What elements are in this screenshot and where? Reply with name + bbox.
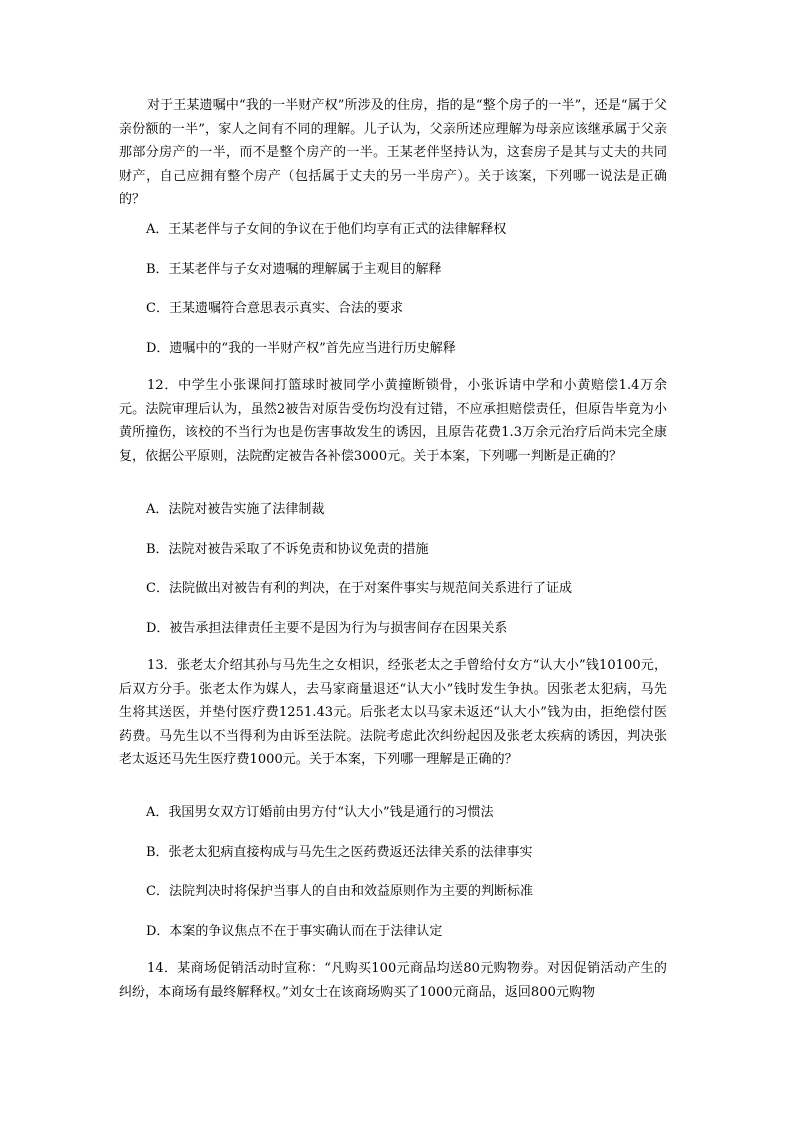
question-14-stem: 14．某商场促销活动时宣称：“凡购买100元商品均送80元购物券。对因促销活动产生的纠纷，本商场有最终解释权。”刘女士在该商场购买了1000元商品，返回800元购物 [119,961,667,1000]
question-11-option-d: D．遗嘱中的“我的一半财产权”首先应当进行历史解释 [146,341,456,356]
question-11-option-a: A．王某老伴与子女间的争议在于他们均享有正式的法律解释权 [146,222,507,237]
question-13-option-b: B．张老太犯病直接构成与马先生之医药费返还法律关系的法律事实 [146,845,533,860]
question-11-stem: 对于王某遗嘱中“我的一半财产权”所涉及的住房，指的是“整个房子的一半”，还是“属于父亲份额的一半”，家人之间有不同的理解。儿子认为，父亲所述应理解为母亲应该继承属于父亲那部分房产的一半，而不是整个房产的一半。王某老伴坚持认为，这套房子是其与丈夫的共同财产，自己应拥有整个房产（包括属于丈夫的另一半房产）。关于该案，下列哪一说法是正确的？ [119,98,667,208]
question-12-option-c: C．法院做出对被告有利的判决，在于对案件事实与规范间关系进行了证成 [146,581,572,596]
question-11-option-b: B．王某老伴与子女对遗嘱的理解属于主观目的解释 [146,262,442,277]
question-13-option-c: C．法院判决时将保护当事人的自由和效益原则作为主要的判断标准 [146,884,533,899]
question-11-option-c: C．王某遗嘱符合意思表示真实、合法的要求 [146,301,403,316]
question-13-stem: 13．张老太介绍其孙与马先生之女相识，经张老太之手曾给付女方“认大小”钱10100元，后双方分手。张老太作为媒人，去马家商量退还“认大小”钱时发生争执。因张老太犯病，马先生将其送医，并垫付医疗费1251.43元。后张老太以马家未返还“认大小”钱为由，拒绝偿付医药费。马先生以不当得利为由诉至法院。法院考虑此次纠纷起因及张老太疾病的诱因，判决张老太返还马先生医疗费1000元。关于本案，下列哪一理解是正确的？ [119,658,667,768]
question-13-option-d: D．本案的争议焦点不在于事实确认而在于法律认定 [146,924,443,939]
question-12-option-d: D．被告承担法律责任主要不是因为行为与损害间存在因果关系 [146,621,508,636]
question-12-option-b: B．法院对被告采取了不诉免责和协议免责的措施 [146,542,429,557]
question-13-option-a: A．我国男女双方订婚前由男方付“认大小”钱是通行的习惯法 [146,805,494,820]
question-12-stem: 12．中学生小张课间打篮球时被同学小黄撞断锁骨，小张诉请中学和小黄赔偿1.4万余元。法院审理后认为，虽然2被告对原告受伤均没有过错，不应承担赔偿责任，但原告毕竟为小黄所撞伤，该校的不当行为也是伤害事故发生的诱因，且原告花费1.3万余元治疗后尚未完全康复，依据公平原则，法院酌定被告各补偿3000元。关于本案，下列哪一判断是正确的？ [119,378,667,464]
question-12-option-a: A．法院对被告实施了法律制裁 [146,502,325,517]
